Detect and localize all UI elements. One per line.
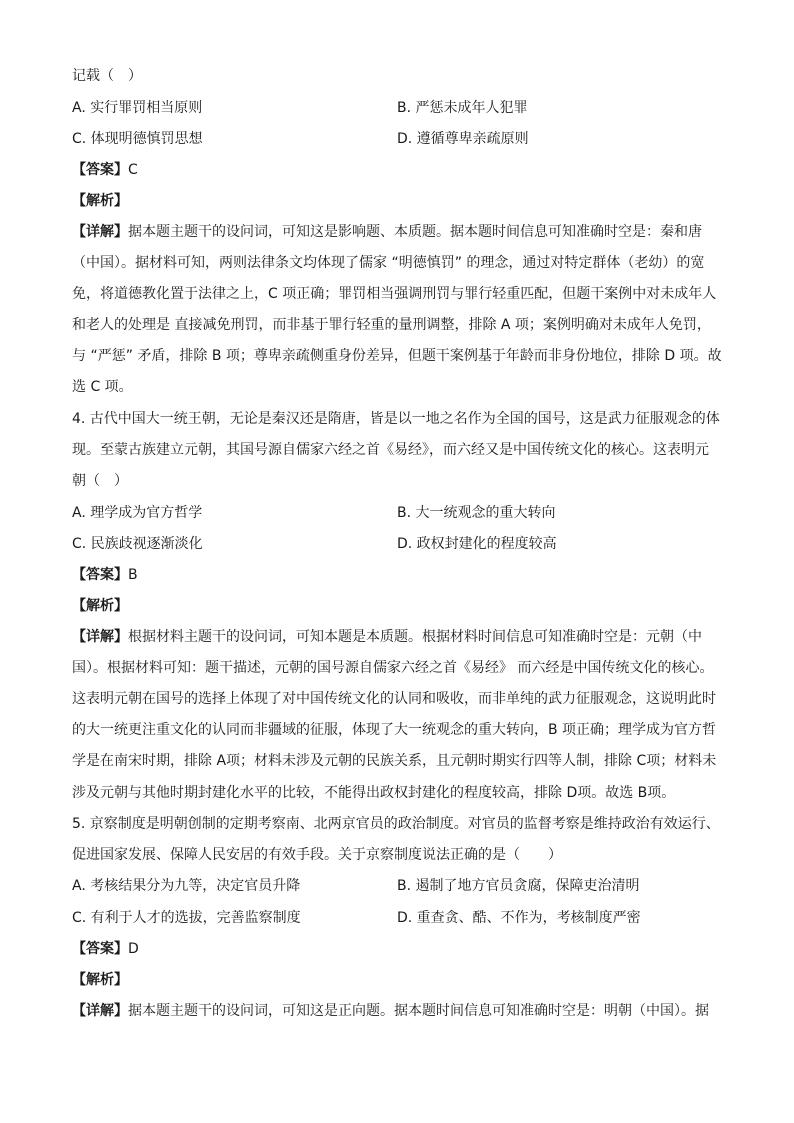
q5-stem-line-2: 促进国家发展、保障人民安居的有效手段。关于京察制度说法正确的是（ ） [72, 847, 562, 863]
q5-analysis-tag: 【解析】 [72, 972, 128, 988]
q4-stem-line-1: 4. 古代中国大一统王朝，无论是秦汉还是隋唐，皆是以一地之名作为全国的国号，这是武力征服观念的体 [72, 411, 720, 427]
q5-answer [72, 939, 722, 959]
q3-detail-line-4: 和老人的处理是 直接减免刑罚，而非基于罪行轻重的量刑调整，排除 A 项；案例明确对未成年人免罚， [72, 317, 711, 333]
q3-detail-line-2: （中国）。据材料可知，两则法律条文均体现了儒家 “明德慎罚” 的理念，通过对特定群体（老幼）的宽 [72, 255, 705, 271]
q5-option-b: B. 遏制了地方官员贪腐，保障吏治清明 [397, 878, 640, 894]
detail-text: 根据材料主题干的设问词，可知本题是本质题。根据材料时间信息可知准确时空是：元朝（中 [128, 629, 702, 645]
q3-option-a: A. 实行罪罚相当原则 [72, 100, 203, 116]
q4-option-a: A. 理学成为官方哲学 [72, 505, 203, 521]
q4-detail-line-5: 学是在南宋时期，排除 A项；材料未涉及元朝的民族关系，且元朝时期实行四等人制，排除 C项；材料未 [72, 753, 717, 769]
q3-detail-line-1 [72, 222, 722, 242]
q4-option-c: C. 民族歧视逐渐淡化 [72, 536, 203, 552]
q3-detail-line-5: 与 “严惩” 矛盾，排除 B 项；尊卑亲疏侧重身份差异，但题干案例基于年龄而非身份地位，排除 D 项。故 [72, 348, 722, 364]
q4-stem-line-2: 现。至蒙古族建立元朝，其国号源自儒家六经之首《易经》，而六经又是中国传统文化的核心。这表明元 [72, 442, 709, 458]
q5-stem-line-1: 5. 京察制度是明朝创制的定期考察南、北两京官员的政治制度。对官员的监督考察是维持政治有效运行、 [72, 816, 720, 832]
q3-option-d: D. 遵循尊卑亲疏原则 [397, 131, 529, 147]
answer-tag: 【答案】 [72, 162, 128, 178]
q4-detail-line-1 [72, 627, 722, 647]
q3-analysis-tag: 【解析】 [72, 193, 128, 209]
answer-tag: 【答案】 [72, 941, 128, 957]
q4-detail-line-4: 的大一统更注重文化的认同而非疆域的征服，体现了大一统观念的重大转向，B 项正确；理学成为官方哲 [72, 722, 717, 738]
q5-detail-line-1 [72, 1001, 722, 1021]
answer-value: D [128, 941, 139, 957]
answer-value: C [128, 162, 138, 178]
q3-detail-line-6: 选 C 项。 [72, 379, 133, 395]
detail-text: 据本题主题干的设问词，可知这是影响题、本质题。据本题时间信息可知准确时空是：秦和唐 [128, 224, 702, 240]
detail-tag: 【详解】 [72, 629, 128, 645]
detail-tag: 【详解】 [72, 224, 128, 240]
q3-option-c: C. 体现明德慎罚思想 [72, 131, 203, 147]
q3-answer [72, 160, 722, 180]
q3-option-b: B. 严惩未成年人犯罪 [397, 100, 528, 116]
q4-detail-line-3: 这表明元朝在国号的选择上体现了对中国传统文化的认同和吸收，而非单纯的武力征服观念，这说明此时 [72, 691, 716, 707]
q5-option-d: D. 重查贪、酷、不作为，考核制度严密 [397, 910, 641, 926]
detail-tag: 【详解】 [72, 1003, 128, 1019]
q5-option-a: A. 考核结果分为九等，决定官员升降 [72, 878, 301, 894]
q4-detail-line-2: 国）。根据材料可知：题干描述，元朝的国号源自儒家六经之首《易经》 而六经是中国传统文化的核心。 [72, 660, 714, 676]
answer-value: B [128, 567, 138, 583]
q3-detail-line-3: 免，将道德教化置于法律之上，C 项正确；罪罚相当强调刑罚与罪行轻重匹配，但题干案例中对未成年人 [72, 286, 717, 302]
answer-tag: 【答案】 [72, 567, 128, 583]
q5-option-c: C. 有利于人才的选拔，完善监察制度 [72, 910, 301, 926]
q3-stem-tail: 记载（ ） [72, 68, 142, 84]
q4-detail-line-6: 涉及元朝与其他时期封建化水平的比较，不能得出政权封建化的程度较高，排除 D项。故选 B项。 [72, 785, 676, 801]
q4-answer [72, 565, 722, 585]
q4-option-d: D. 政权封建化的程度较高 [397, 536, 557, 552]
q4-option-b: B. 大一统观念的重大转向 [397, 505, 556, 521]
detail-text: 据本题主题干的设问词，可知这是正向题。据本题时间信息可知准确时空是：明朝（中国）。据 [128, 1003, 709, 1019]
q4-stem-line-3: 朝（ ） [72, 473, 128, 489]
q4-analysis-tag: 【解析】 [72, 598, 128, 614]
